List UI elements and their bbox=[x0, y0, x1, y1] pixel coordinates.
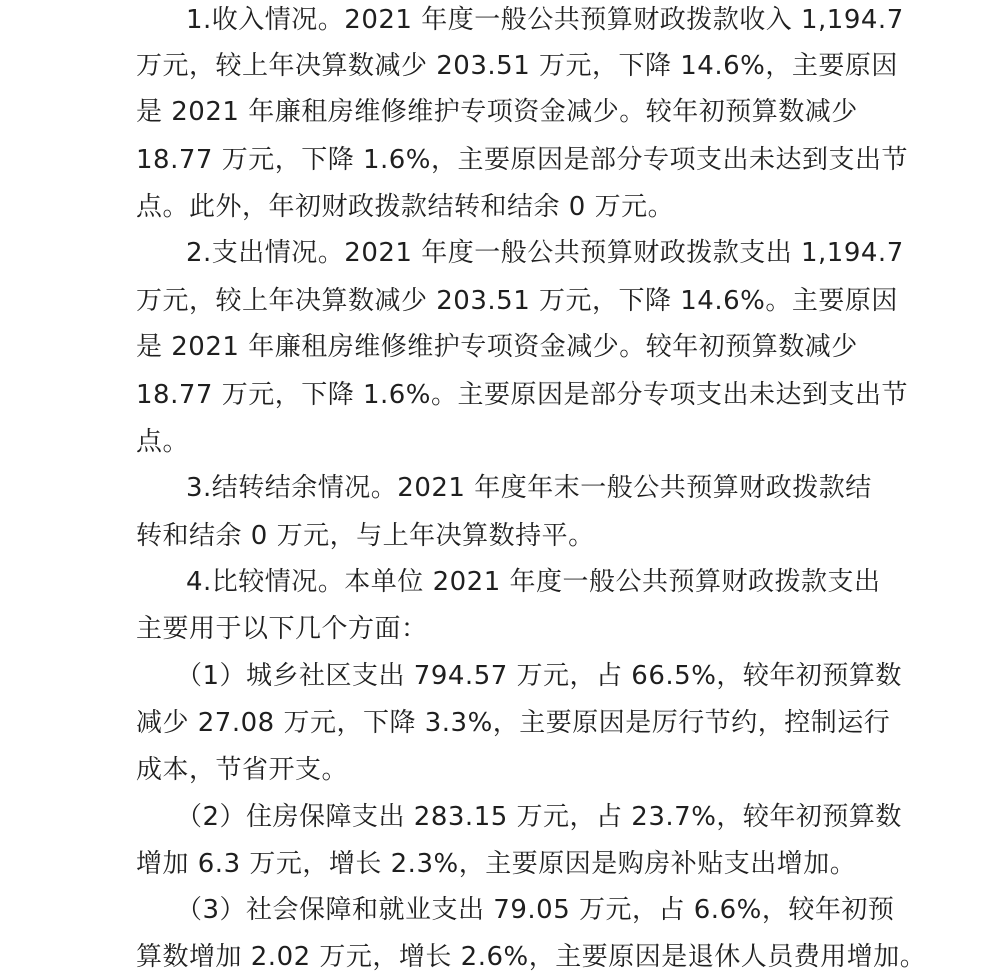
p5-line-3: 成本，节省开支。 bbox=[136, 755, 349, 785]
p1-line-5: 点。此外，年初财政拨款结转和结余 0 万元。 bbox=[136, 192, 675, 222]
p7-line-1: （3）社会保障和就业支出 79.05 万元，占 6.6%，较年初预 bbox=[176, 895, 895, 925]
p1-line-1: 1.收入情况。2021 年度一般公共预算财政拨款收入 1,194.7 bbox=[186, 5, 904, 35]
p5-line-1: （1）城乡社区支出 794.57 万元，占 66.5%，较年初预算数 bbox=[176, 661, 902, 691]
p2-line-1: 2.支出情况。2021 年度一般公共预算财政拨款支出 1,194.7 bbox=[186, 238, 904, 268]
p4-line-2: 主要用于以下几个方面： bbox=[136, 614, 428, 644]
p2-line-5: 点。 bbox=[136, 427, 190, 457]
p7-line-2: 算数增加 2.02 万元，增长 2.6%，主要原因是退休人员费用增加。 bbox=[136, 942, 927, 972]
p1-line-2: 万元，较上年决算数减少 203.51 万元，下降 14.6%，主要原因 bbox=[136, 51, 898, 81]
p2-line-3: 是 2021 年廉租房维修维护专项资金减少。较年初预算数减少 bbox=[136, 332, 858, 362]
p6-line-1: （2）住房保障支出 283.15 万元，占 23.7%，较年初预算数 bbox=[176, 802, 902, 832]
p3-line-1: 3.结转结余情况。2021 年度年末一般公共预算财政拨款结 bbox=[186, 473, 872, 503]
p2-line-2: 万元，较上年决算数减少 203.51 万元，下降 14.6%。主要原因 bbox=[136, 286, 898, 316]
p5-line-2: 减少 27.08 万元，下降 3.3%，主要原因是厉行节约，控制运行 bbox=[136, 708, 891, 738]
p1-line-4: 18.77 万元，下降 1.6%，主要原因是部分专项支出未达到支出节 bbox=[136, 145, 909, 175]
p3-line-2: 转和结余 0 万元，与上年决算数持平。 bbox=[136, 521, 595, 551]
p4-line-1: 4.比较情况。本单位 2021 年度一般公共预算财政拨款支出 bbox=[186, 567, 881, 597]
p6-line-2: 增加 6.3 万元，增长 2.3%，主要原因是购房补贴支出增加。 bbox=[136, 849, 857, 879]
p1-line-3: 是 2021 年廉租房维修维护专项资金减少。较年初预算数减少 bbox=[136, 97, 858, 127]
p2-line-4: 18.77 万元，下降 1.6%。主要原因是部分专项支出未达到支出节 bbox=[136, 380, 909, 410]
